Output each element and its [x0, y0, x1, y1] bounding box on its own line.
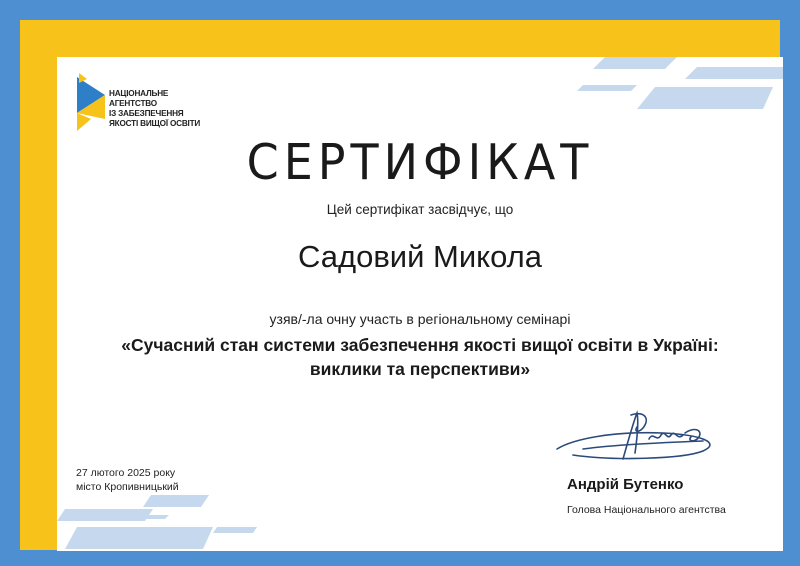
logo-line: ІЗ ЗАБЕЗПЕЧЕННЯ [109, 109, 184, 118]
handwritten-signature [553, 409, 723, 469]
issue-info [76, 466, 179, 494]
seminar-title-line: «Сучасний стан системи забезпечення якості вищої освіти в Україні: [121, 335, 719, 355]
issue-place: місто Кропивницький [76, 481, 179, 493]
logo-line: НАЦІОНАЛЬНЕ [109, 89, 169, 98]
certificate-title: СЕРТИФІКАТ [246, 133, 594, 191]
decor-stripes-bottom-left [57, 493, 267, 551]
certificate-inner-frame [20, 20, 780, 550]
seminar-title [57, 333, 783, 381]
issue-date: 27 лютого 2025 року [76, 467, 176, 479]
certificate-subtitle: Цей сертифікат засвідчує, що [326, 202, 514, 217]
participation-text: узяв/-ла очну участь в регіональному семінарі [269, 311, 571, 327]
agency-triangle-logo-icon [77, 73, 107, 137]
logo-line: ЯКОСТІ ВИЩОЇ ОСВІТИ [109, 119, 201, 128]
certificate-paper [57, 57, 783, 551]
agency-logo [77, 73, 207, 137]
seminar-title-line: виклики та перспективи» [309, 359, 531, 379]
signatory-name: Андрій Бутенко [567, 476, 684, 493]
decor-stripes-top-right [577, 57, 783, 113]
logo-line: АГЕНТСТВО [109, 99, 157, 108]
agency-logo-text [109, 89, 200, 129]
signatory-role: Голова Національного агентства [567, 504, 726, 516]
recipient-name: Садовий Микола [298, 239, 542, 274]
